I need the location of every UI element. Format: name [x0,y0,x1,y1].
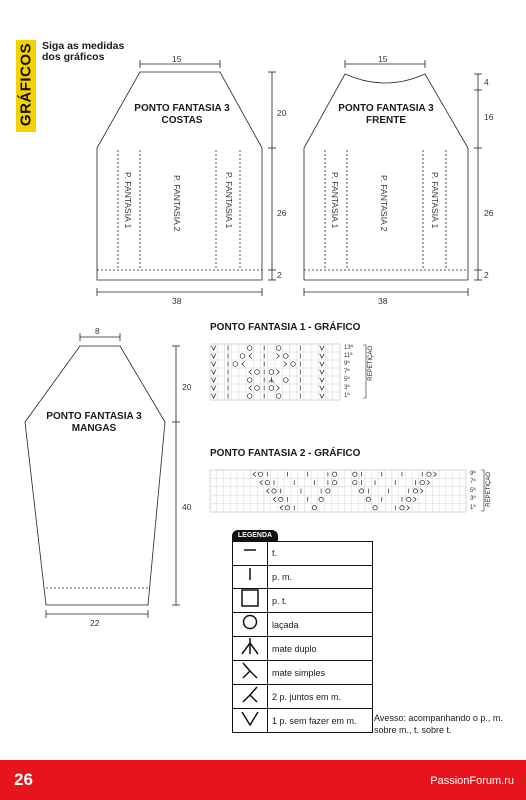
vertical-bar-icon [233,565,268,589]
front-top-width: 15 [378,54,388,64]
legend-header: LEGENDA [232,530,278,542]
intro-text: Siga as medidas dos gráficos [42,40,125,63]
legend-row: t. [233,542,373,566]
dash-icon [233,542,268,566]
legend-table [232,541,373,733]
back-h-lower: 26 [277,208,287,218]
legend-row: 2 p. juntos em m. [233,685,373,709]
legend-row: 1 p. sem fazer em m. [233,709,373,733]
legend-row: mate simples [233,661,373,685]
single-decrease-icon [233,661,268,685]
back-h-upper: 20 [277,108,287,118]
circle-icon [233,613,268,637]
chart1-row-labels: 13ª 11ª 9ª 7ª 5ª 3ª 1ª [344,345,353,399]
legend-row: p. t. [233,589,373,613]
back-left-panel: P. FANTASIA 1 [123,172,133,229]
legend-row: mate duplo [233,637,373,661]
back-title: PONTO FANTASIA 3 COSTAS [134,103,230,126]
front-h-neck: 4 [484,77,489,87]
front-h-rib: 2 [484,270,489,280]
sleeve-h-lower: 40 [182,502,192,512]
chart2-title: PONTO FANTASIA 2 - GRÁFICO [210,448,361,459]
section-tab: GRÁFICOS [16,40,36,132]
avesso-note: Avesso: acompanhando o p., m. sobre m., t. sobre t. [374,713,503,735]
front-center-panel: P. FANTASIA 2 [379,175,389,232]
chart2-repeat-label: REPETIÇÃO [486,472,492,507]
sleeve-h-upper: 20 [182,382,192,392]
front-h-upper: 16 [484,112,494,122]
double-decrease-icon [233,637,268,661]
sleeve-top-width: 8 [95,326,100,336]
front-title: PONTO FANTASIA 3 FRENTE [338,103,434,126]
front-right-panel: P. FANTASIA 1 [430,172,440,229]
front-h-lower: 26 [484,208,494,218]
k2tog-icon [233,685,268,709]
chart1-title: PONTO FANTASIA 1 - GRÁFICO [210,322,361,333]
chart2-row-labels: 9ª 7ª 5ª 3ª 1ª [470,471,476,511]
back-center-panel: P. FANTASIA 2 [172,175,182,232]
legend-row: p. m. [233,565,373,589]
site-watermark: PassionForum.ru [430,775,514,787]
back-top-width: 15 [172,54,182,64]
sleeve-title: PONTO FANTASIA 3 MANGAS [46,411,142,434]
legend-row: laçada [233,613,373,637]
slip-icon [233,709,268,733]
sleeve-outline [25,346,165,605]
chart1-repeat-label: REPETIÇÃO [368,346,374,381]
square-icon [233,589,268,613]
back-bottom-width: 38 [172,296,182,306]
back-right-panel: P. FANTASIA 1 [224,172,234,229]
back-h-rib: 2 [277,270,282,280]
front-left-panel: P. FANTASIA 1 [330,172,340,229]
sleeve-bottom-width: 22 [90,618,100,628]
front-bottom-width: 38 [378,296,388,306]
page-number: 26 [14,770,33,789]
